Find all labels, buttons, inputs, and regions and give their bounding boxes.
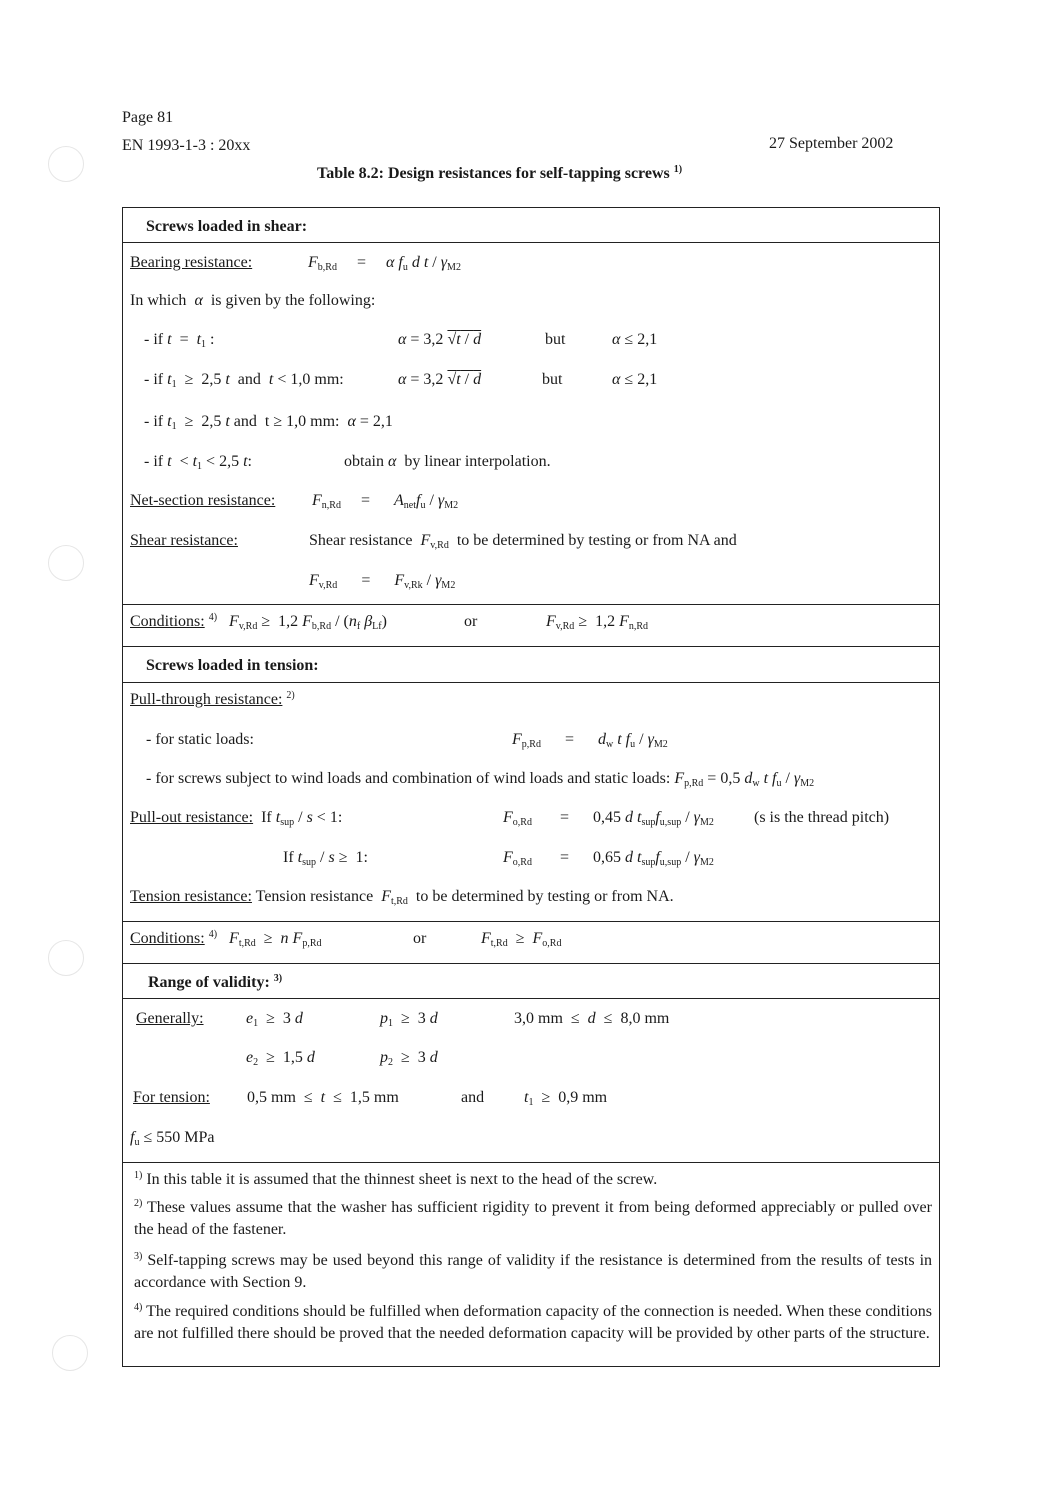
divider (122, 604, 940, 605)
validity-heading (148, 974, 282, 992)
shear-text-a: Shear resistance (309, 532, 413, 549)
shear-conditions-note: 4) (208, 612, 218, 623)
static-loads-text: - for static loads: (146, 731, 254, 748)
table-title (317, 165, 682, 183)
thickness-range: 0,5 mm ≤ t ≤ 1,5 mm (247, 1089, 399, 1106)
net-section-label: Net-section resistance: (130, 492, 276, 509)
case4-condition: - if $t < t_1 < 2,5$ t: (144, 453, 252, 472)
case1-limit: α ≤ 2,1 (612, 331, 658, 348)
footnote-1 (134, 1169, 932, 1191)
footnote-mark: 2) (134, 1198, 143, 1209)
case2-but: but (542, 371, 563, 388)
tension-resistance-row: Tension resistance: Tension resistance $F_{t,Rd}$ to be determined by testing or from NA. (130, 888, 674, 907)
shear-conditions: Conditions: $^{4)}$ $F_{v,Rd} \ge 1,2$ $F_{b,Rd} / (n_f$ $\beta_{Lf}$) (130, 612, 387, 632)
net-section-formula: $F_{n,Rd}$ = $A_{net}f_u / \gamma_{M2}$ (312, 492, 459, 511)
shear-text-b: to be determined by testing or from NA and (456, 532, 737, 549)
case1-but: but (545, 331, 566, 348)
pull-through-row (130, 691, 295, 709)
bearing-formula: $F_{b,Rd}$ = α $f_u$ d t / $\gamma_{M2}$ (308, 254, 461, 273)
tension-heading: Screws loaded in tension: (146, 657, 319, 674)
footnote-text: These values assume that the washer has sufficient rigidity to prevent it from being deformed appreciably or pulled over the head of the fastener. (134, 1199, 932, 1238)
divider (122, 242, 940, 243)
case4-text: obtain α by linear interpolation. (344, 453, 551, 470)
case2-formula: α = 3,2 √t / d (398, 371, 482, 388)
document-date: 27 September 2002 (769, 135, 894, 152)
tension-conditions-label: Conditions: (130, 930, 205, 947)
shear-conditions-label: Conditions: (130, 613, 205, 630)
diameter-range: 3,0 mm ≤ d ≤ 8,0 mm (514, 1010, 670, 1027)
pull-out-row2: If $t_{sup} / s \ge 1$: (283, 849, 368, 868)
spacing-p1: $p_1 \ge 3$ d (380, 1010, 438, 1029)
shear-conditions-alt: $F_{v,Rd} \ge 1,2$ $F_{n,Rd}$ (546, 613, 649, 632)
given-by-text: is given by the following: (210, 292, 376, 309)
bearing-label: Bearing resistance: (130, 254, 253, 271)
divider (122, 998, 940, 999)
shear-resistance-text: Shear resistance $F_{v,Rd}$ to be determined by testing or from NA and (309, 532, 737, 551)
punch-hole (48, 545, 84, 581)
tension-conditions-alt: $F_{t,Rd} \ge F_{o,Rd}$ (481, 930, 562, 949)
tension-text-b: to be determined by testing or from NA. (415, 888, 674, 905)
shear-conditions-or: or (464, 613, 478, 630)
static-loads-formula: $F_{p,Rd}$ = $d_w$ t $f_u / \gamma_{M2}$ (512, 731, 668, 750)
validity-heading-text: Range of validity: (148, 974, 270, 991)
divider (122, 1162, 940, 1163)
footnote-mark: 3) (134, 1251, 143, 1262)
alpha-intro: In which α is given by the following: (130, 292, 376, 309)
punch-hole (52, 1335, 88, 1371)
fu-limit: $f_u \le 550$ MPa (130, 1129, 215, 1148)
punch-hole (48, 146, 84, 182)
footnote-text: Self-tapping screws may be used beyond this range of validity if the resistance is determined from the results of tests in accordance with Section 9. (134, 1252, 933, 1291)
generally-label: Generally: (136, 1010, 204, 1027)
edge-distance-e1: $e_1 \ge 3$ d (246, 1010, 303, 1029)
table-title-note: 1) (673, 164, 683, 175)
document-code: EN 1993-1-3 : 20xx (122, 137, 251, 154)
footnote-mark: 1) (134, 1170, 143, 1181)
shear-resistance-label: Shear resistance: (130, 532, 238, 549)
table-title-text: Table 8.2: Design resistances for self-tapping screws (317, 165, 670, 182)
tension-conditions-note: 4) (208, 929, 218, 940)
case2-limit: α ≤ 2,1 (612, 371, 658, 388)
pull-through-note: 2) (286, 690, 295, 701)
case2-condition: - if $t_1 \ge 2,5$ t and t < 1,0 mm: (144, 371, 344, 390)
footnote-2 (134, 1197, 932, 1241)
page-number: Page 81 (122, 109, 174, 126)
punch-hole (48, 940, 84, 976)
footnote-mark: 4) (134, 1302, 143, 1313)
pull-out-label: Pull-out resistance: (130, 809, 254, 826)
tension-text-a: Tension resistance (255, 888, 374, 905)
pull-out-formula2: $F_{o,Rd}$ = 0,65 d $t_{sup}f_{u,sup} / \gamma_{M2}$ (503, 849, 714, 868)
validity-and: and (461, 1089, 485, 1106)
footnote-text: The required conditions should be fulfilled when deformation capacity of the connection is needed. When these conditions are not fulfilled there should be proved that the needed deformation capacity will be provided by other parts of the structure. (134, 1303, 932, 1342)
divider (122, 921, 940, 922)
footnote-4 (134, 1301, 932, 1345)
tension-resistance-label: Tension resistance: (130, 888, 252, 905)
pull-through-label: Pull-through resistance: (130, 691, 283, 708)
footnote-3 (134, 1250, 932, 1294)
validity-heading-note: 3) (273, 973, 283, 984)
case3-condition: - if $t_1 \ge 2,5$ t and t ≥ 1,0 mm: α = 2,1 (144, 413, 393, 432)
edge-distance-e2: $e_2 \ge 1,5$ d (246, 1049, 315, 1068)
in-which-text: In which (130, 292, 187, 309)
divider (122, 646, 940, 647)
pull-out-formula1: $F_{o,Rd}$ = 0,45 d $t_{sup}f_{u,sup} / \gamma_{M2}$ (503, 809, 714, 828)
fu-limit-text: ≤ 550 MPa (143, 1129, 215, 1146)
spacing-p2: $p_2 \ge 3$ d (380, 1049, 438, 1068)
case1-condition: - if $t = t_1$ : (144, 331, 215, 350)
for-tension-label: For tension: (133, 1089, 210, 1106)
shear-heading: Screws loaded in shear: (146, 218, 308, 235)
footnote-text: In this table it is assumed that the thinnest sheet is next to the head of the screw. (146, 1171, 658, 1188)
case1-formula: α = 3,2 √t / d (398, 331, 482, 348)
thread-pitch-note: (s is the thread pitch) (754, 809, 890, 826)
tension-conditions-or: or (413, 930, 427, 947)
divider (122, 963, 940, 964)
tension-conditions: Conditions: $^{4)}$ $F_{t,Rd} \ge n$ $F_{p,Rd}$ (130, 929, 322, 949)
shear-resistance-formula: $F_{v,Rd}$ = $F_{v,Rk} / \gamma_{M2}$ (309, 572, 456, 591)
divider (122, 682, 940, 683)
pull-out-row1: Pull-out resistance: If $t_{sup} / s < 1$: (130, 809, 343, 828)
wind-loads-text: - for screws subject to wind loads and combination of wind loads and static loads: (146, 770, 671, 787)
thickness-t1: $t_1 \ge 0,9$ mm (524, 1089, 608, 1108)
wind-loads-row: - for screws subject to wind loads and combination of wind loads and static loads: $F_{p,Rd} = 0,5$ $d_w$ t $f_u / \gamma_{M2}$ (146, 770, 815, 789)
